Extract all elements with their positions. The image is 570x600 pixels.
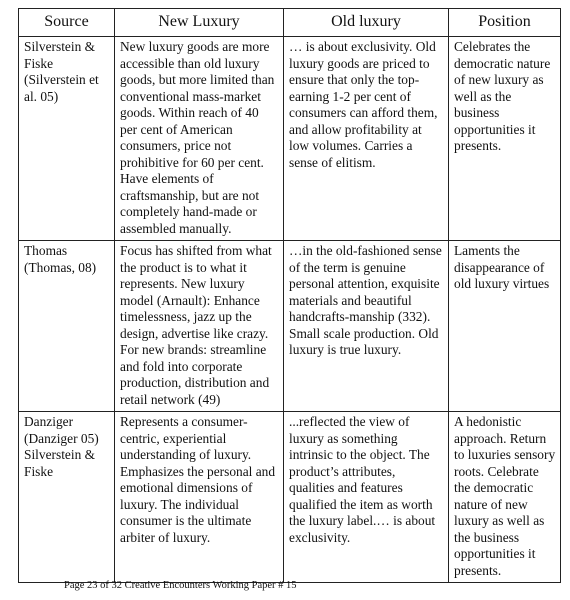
cell-position: Celebrates the democratic nature of new luxury as well as the business opportunities it presents.	[449, 37, 561, 241]
header-old-luxury: Old luxury	[284, 9, 449, 37]
cell-old-luxury: …in the old-fashioned sense of the term is genuine personal attention, exquisite materials and beautiful handcrafts-manship (332). Small scale production. Old luxury is true luxury.	[284, 241, 449, 412]
cell-new-luxury: Represents a consumer-centric, experiential understanding of luxury. Emphasizes the personal and emotional dimensions of luxury. The individual consumer is the ultimate arbiter of luxury.	[115, 412, 284, 583]
page-footer: Page 23 of 32 Creative Encounters Working Paper # 15	[64, 580, 297, 591]
cell-old-luxury: … is about exclusivity. Old luxury goods are priced to ensure that only the top-earning 1-2 per cent of consumers can afford them, and allow profitability at low volumes. Carries a sense of elitism.	[284, 37, 449, 241]
table-row	[19, 412, 561, 583]
cell-position: A hedonistic approach. Return to luxuries sensory roots. Celebrate the democratic nature of new luxury as well as the business opportunities it presents.	[449, 412, 561, 583]
header-new-luxury: New Luxury	[115, 9, 284, 37]
cell-position: Laments the disappearance of old luxury virtues	[449, 241, 561, 412]
header-source: Source	[19, 9, 115, 37]
cell-new-luxury: New luxury goods are more accessible than old luxury goods, but more limited than conventional mass-market goods. Within reach of 40 per cent of American consumers, price not prohibitive for 60 per cent. Have elements of craftsmanship, but are not completely hand-made or assembled manually.	[115, 37, 284, 241]
cell-source: Danziger (Danziger 05) Silverstein & Fiske	[19, 412, 115, 583]
table-row	[19, 241, 561, 412]
cell-new-luxury: Focus has shifted from what the product is to what it represents. New luxury model (Arnault): Enhance timelessness, jazz up the design, advertise like crazy. For new brands: streamline and fold into corporate production, distribution and retail network (49)	[115, 241, 284, 412]
cell-source: Silverstein & Fiske (Silverstein et al. 05)	[19, 37, 115, 241]
header-position: Position	[449, 9, 561, 37]
table-header-row	[19, 9, 561, 37]
cell-source: Thomas (Thomas, 08)	[19, 241, 115, 412]
luxury-comparison-table	[18, 8, 561, 583]
cell-old-luxury: ...reflected the view of luxury as something intrinsic to the object. The product’s attributes, qualities and features qualified the item as worth the luxury label.… is about exclusivity.	[284, 412, 449, 583]
table-row	[19, 37, 561, 241]
